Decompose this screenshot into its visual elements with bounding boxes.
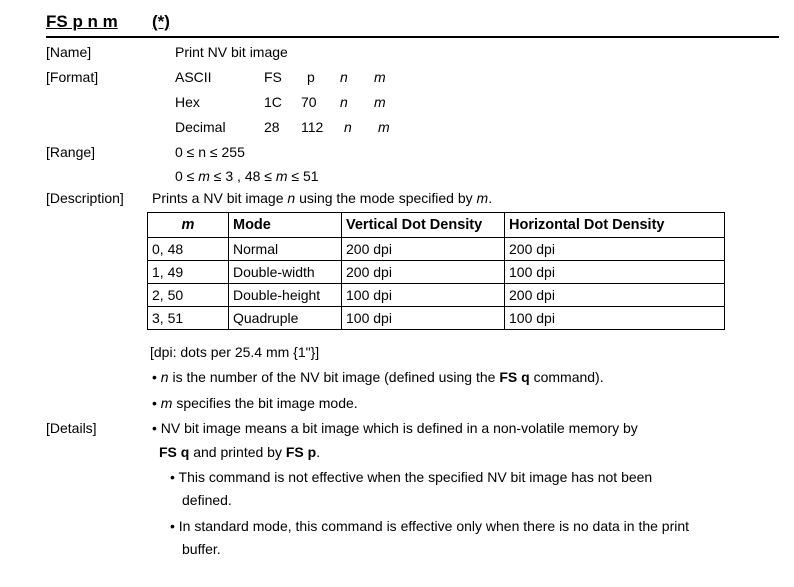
format-hex-a: 1C: [264, 94, 282, 110]
table-row: [148, 261, 725, 284]
bullet-m-note: [152, 395, 358, 411]
bullet-n-var: n: [160, 369, 169, 385]
bullet-m-a: specifies the bit image mode.: [172, 395, 358, 411]
title-rule: [46, 36, 779, 38]
table-cell: Double-height: [229, 284, 342, 307]
format-ascii-b: p: [307, 69, 315, 85]
details-p1-line1: [152, 420, 638, 436]
table-cell: 200 dpi: [342, 261, 505, 284]
table-cell: 200 dpi: [505, 238, 725, 261]
range-line-2-m1: m: [198, 168, 210, 184]
table-cell: 100 dpi: [342, 284, 505, 307]
details-p1-cmd1: FS q: [159, 444, 190, 460]
bullet-n-note: [152, 369, 604, 385]
range-line-2-a: 0 ≤: [175, 168, 199, 184]
format-hex-b: 70: [301, 94, 317, 110]
format-ascii-d: m: [374, 69, 386, 85]
bullet-n-b: command).: [529, 369, 604, 385]
details-p3-line2: buffer.: [182, 541, 221, 557]
bullet-dot: •: [152, 420, 157, 436]
table-header-m: m: [148, 213, 229, 238]
format-decimal-d: m: [378, 119, 390, 135]
range-line-2: [175, 168, 319, 184]
format-label: [Format]: [46, 69, 99, 85]
table-cell: 2, 50: [148, 284, 229, 307]
description-label: [Description]: [46, 190, 124, 206]
command-marker: (*): [152, 12, 170, 31]
dpi-note: [dpi: dots per 25.4 mm {1"}]: [150, 344, 320, 360]
name-label: [Name]: [46, 44, 92, 60]
format-ascii-a: FS: [264, 69, 282, 85]
details-p1-b: and printed by: [189, 444, 286, 460]
range-line-2-m2: m: [275, 168, 288, 184]
bullet-n-a: is the number of the NV bit image (defined using the: [168, 369, 500, 385]
table-cell: Double-width: [229, 261, 342, 284]
table-header-vertical: Vertical Dot Density: [342, 213, 505, 238]
description-text: [152, 190, 492, 206]
command-name: FS p n m: [46, 12, 118, 31]
format-ascii-label: ASCII: [175, 69, 212, 85]
name-value: Print NV bit image: [175, 44, 288, 60]
table-row: [148, 238, 725, 261]
table-cell: 3, 51: [148, 307, 229, 330]
details-p3-a: In standard mode, this command is effective only when there is no data in the print: [178, 518, 690, 534]
description-a: Prints a NV bit image: [152, 190, 288, 206]
table-row: [148, 284, 725, 307]
table-header-mode: Mode: [229, 213, 342, 238]
format-hex-c: n: [340, 94, 348, 110]
bullet-dot: •: [152, 395, 157, 411]
table-cell: 1, 49: [148, 261, 229, 284]
table-cell: 0, 48: [148, 238, 229, 261]
range-line-2-c: ≤ 51: [287, 168, 319, 184]
bullet-n-cmd: FS q: [499, 369, 530, 385]
range-label: [Range]: [46, 144, 96, 160]
range-line-1: 0 ≤ n ≤ 255: [175, 144, 245, 160]
table-cell: Quadruple: [229, 307, 342, 330]
description-c: .: [488, 190, 493, 206]
details-p1-cmd2: FS p: [285, 444, 317, 460]
bullet-m-var: m: [160, 395, 173, 411]
details-p2-line1: [170, 469, 652, 485]
details-p2-a: This command is not effective when the specified NV bit image has not been: [178, 469, 653, 485]
format-decimal-b: 112: [301, 119, 324, 135]
format-ascii-c: n: [340, 69, 348, 85]
details-p2-line2: defined.: [182, 492, 232, 508]
mode-table: [147, 212, 725, 330]
details-p1-a: NV bit image means a bit image which is defined in a non-volatile memory by: [160, 420, 638, 436]
details-p1-line2: [159, 444, 320, 460]
description-b: using the mode specified by: [295, 190, 477, 206]
format-decimal-label: Decimal: [175, 119, 226, 135]
details-p3-line1: [170, 518, 689, 534]
table-cell: 200 dpi: [342, 238, 505, 261]
bullet-dot: •: [152, 369, 157, 385]
bullet-dot: •: [170, 469, 175, 485]
description-m: m: [476, 190, 489, 206]
table-cell: 100 dpi: [505, 307, 725, 330]
format-decimal-c: n: [344, 119, 352, 135]
table-cell: Normal: [229, 238, 342, 261]
details-label: [Details]: [46, 420, 97, 436]
range-line-2-b: ≤ 3 , 48 ≤: [209, 168, 276, 184]
table-header-horizontal: Horizontal Dot Density: [505, 213, 725, 238]
table-row: [148, 307, 725, 330]
table-cell: 100 dpi: [342, 307, 505, 330]
table-cell: 100 dpi: [505, 261, 725, 284]
table-cell: 200 dpi: [505, 284, 725, 307]
format-hex-label: Hex: [175, 94, 200, 110]
bullet-dot: •: [170, 518, 175, 534]
table-header-row: [148, 213, 725, 238]
command-title: [46, 12, 170, 32]
details-p1-c: .: [316, 444, 321, 460]
description-n: n: [287, 190, 296, 206]
format-hex-d: m: [374, 94, 386, 110]
format-decimal-a: 28: [264, 119, 280, 135]
